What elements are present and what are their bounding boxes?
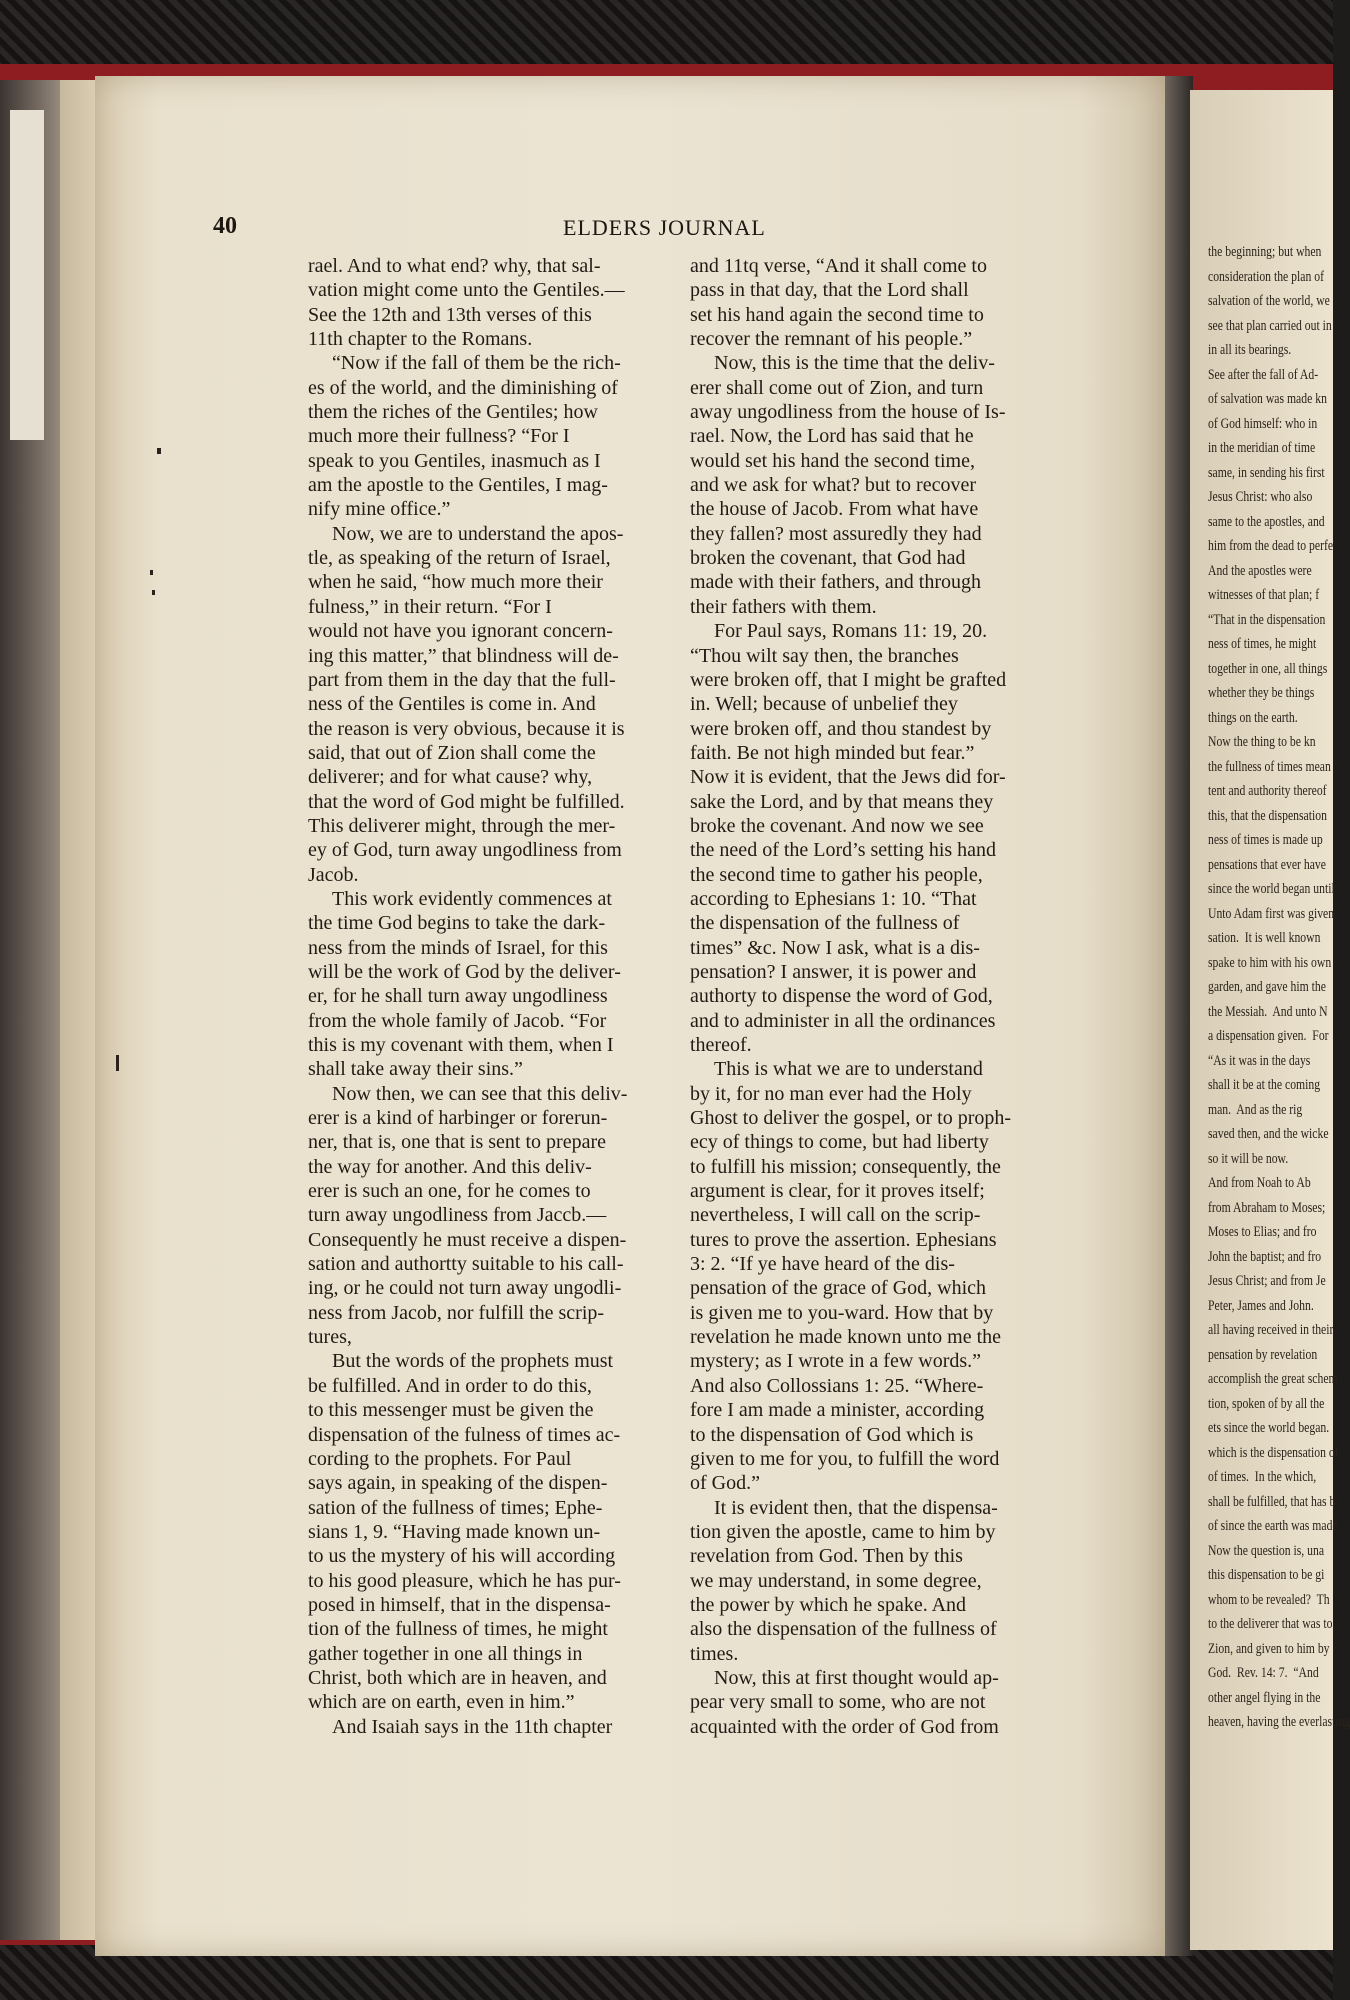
text-line: Now, this at first thought would ap-: [714, 1666, 999, 1689]
text-line: were broken off, and thou standest by: [690, 717, 992, 740]
margin-mark: [116, 1055, 119, 1071]
text-line: which are on earth, even in him.”: [308, 1691, 575, 1714]
previous-page-strip: [60, 80, 100, 1940]
text-line: Now, this is the time that the deliv-: [714, 352, 995, 375]
text-line: by it, for no man ever had the Holy: [690, 1082, 972, 1105]
facing-text-line: heaven, having the everlasting: [1208, 1714, 1350, 1730]
facing-text-line: shall be fulfilled, that has b: [1208, 1493, 1336, 1510]
facing-text-line: Unto Adam first was given: [1208, 905, 1335, 922]
text-line: erer shall come out of Zion, and turn: [690, 376, 984, 399]
text-line: Now, we are to understand the apos-: [332, 522, 624, 545]
text-line: them the riches of the Gentiles; how: [308, 401, 598, 424]
text-line: shall take away their sins.”: [308, 1058, 523, 1081]
facing-text-line: whom to be revealed? Th: [1208, 1591, 1330, 1608]
text-line: we may understand, in some degree,: [690, 1569, 982, 1592]
text-line: to us the mystery of his will according: [308, 1545, 616, 1568]
text-line: This work evidently commences at: [332, 887, 612, 910]
text-line: tle, as speaking of the return of Israel,: [308, 547, 611, 570]
margin-mark: [157, 448, 161, 454]
text-line: erer is such an one, for he comes to: [308, 1180, 591, 1203]
text-line: Ghost to deliver the gospel, or to proph-: [690, 1107, 1012, 1130]
facing-text-line: of times. In the which,: [1208, 1469, 1317, 1485]
facing-text-line: the fullness of times mean: [1208, 758, 1331, 775]
facing-text-line: “That in the dispensation: [1208, 611, 1326, 628]
facing-text-line: all having received in their: [1208, 1322, 1334, 1338]
text-line: Now it is evident, that the Jews did for-: [690, 766, 1006, 789]
facing-text-line: same, in sending his first: [1208, 464, 1325, 481]
text-line: ing, or he could not turn away ungodli-: [308, 1277, 622, 1300]
facing-text-line: man. And as the rig: [1208, 1101, 1303, 1118]
facing-text-line: saved then, and the wicke: [1208, 1126, 1329, 1142]
text-line: ey of God, turn away ungodliness from: [308, 839, 622, 862]
text-line: to the dispensation of God which is: [690, 1423, 974, 1446]
text-line: sians 1, 9. “Having made known un-: [308, 1520, 601, 1543]
facing-text-line: things on the earth.: [1208, 709, 1298, 726]
text-line: This is what we are to understand: [714, 1058, 983, 1081]
text-line: much more their fullness? “For I: [308, 425, 570, 448]
text-line: would not have you ignorant concern-: [308, 620, 613, 643]
facing-text-line: tent and authority thereof: [1208, 783, 1327, 799]
text-line: be fulfilled. And in order to do this,: [308, 1374, 592, 1397]
text-line: this is my covenant with them, when I: [308, 1034, 614, 1056]
text-line: sation of the fullness of times; Ephe-: [308, 1496, 603, 1519]
text-line: to this messenger must be given the: [308, 1399, 594, 1422]
facing-text-line: other angel flying in the: [1208, 1689, 1321, 1706]
facing-text-line: him from the dead to perfe: [1208, 538, 1334, 554]
facing-text-line: Now the question is, una: [1208, 1542, 1325, 1559]
text-line: and 11tq verse, “And it shall come to: [690, 255, 987, 277]
facing-page-text: [1208, 240, 1350, 1735]
facing-text-line: pensation by revelation: [1208, 1346, 1318, 1363]
facing-text-line: whether they be things: [1208, 685, 1315, 701]
text-line: dispensation of the fulness of times ac-: [308, 1423, 621, 1446]
facing-text-line: witnesses of that plan; f: [1208, 587, 1320, 603]
facing-text-line: of salvation was made kn: [1208, 391, 1327, 407]
text-line: away ungodliness from the house of Is-: [690, 401, 1006, 424]
text-line: the time God begins to take the dark-: [308, 912, 606, 935]
text-line: according to Ephesians 1: 10. “That: [690, 887, 977, 910]
facing-text-line: Jesus Christ: who also: [1208, 489, 1313, 505]
facing-text-line: Moses to Elias; and fro: [1208, 1224, 1317, 1240]
page-number: 40: [213, 213, 237, 239]
text-line: part from them in the day that the full-: [308, 668, 616, 691]
facing-text-line: tion, spoken of by all the: [1208, 1395, 1325, 1412]
facing-text-line: garden, and gave him the: [1208, 979, 1326, 995]
text-line: tion of the fullness of times, he might: [308, 1618, 608, 1641]
text-line: ness from the minds of Israel, for this: [308, 936, 608, 959]
facing-text-line: the beginning; but when: [1208, 244, 1322, 260]
facing-text-line: See after the fall of Ad-: [1208, 366, 1319, 383]
facing-text-line: And the apostles were: [1208, 562, 1312, 579]
text-line: sake the Lord, and by that means they: [690, 790, 994, 813]
facing-text-line: this dispensation to be gi: [1208, 1567, 1325, 1583]
text-line: the way for another. And this deliv-: [308, 1155, 592, 1178]
facing-text-line: ets since the world began.: [1208, 1420, 1330, 1436]
text-line: fulness,” in their return. “For I: [308, 595, 552, 618]
facing-text-line: from Abraham to Moses;: [1208, 1199, 1326, 1216]
text-line: gather together in one all things in: [308, 1642, 583, 1665]
text-line: the power by which he spake. And: [690, 1593, 967, 1616]
facing-text-line: accomplish the great schem: [1208, 1371, 1338, 1387]
text-line: deliverer; and for what cause? why,: [308, 766, 593, 789]
text-line: given to me for you, to fulfill the word: [690, 1447, 1000, 1470]
margin-mark: [152, 590, 155, 595]
text-line: es of the world, and the diminishing of: [308, 376, 618, 399]
text-line: from the whole family of Jacob. “For: [308, 1009, 607, 1032]
text-line: rael. And to what end? why, that sal-: [308, 255, 601, 277]
facing-text-line: sation. It is well known: [1208, 930, 1321, 946]
text-line: revelation from God. Then by this: [690, 1545, 963, 1568]
facing-text-line: ness of times is made up: [1208, 832, 1323, 848]
text-line: ing this matter,” that blindness will de-: [308, 644, 619, 667]
text-line: the second time to gather his people,: [690, 863, 983, 886]
facing-text-line: pensations that ever have: [1208, 856, 1326, 873]
text-line: tures,: [308, 1326, 352, 1349]
text-line: thereof.: [690, 1034, 752, 1056]
facing-page: [1190, 90, 1350, 1950]
text-line: set his hand again the second time to: [690, 303, 984, 326]
page-gutter-shadow: [1165, 76, 1193, 1956]
text-line: says again, in speaking of the dispen-: [308, 1472, 608, 1495]
facing-text-line: in the meridian of time: [1208, 440, 1316, 456]
text-line: would set his hand the second time,: [690, 449, 975, 472]
text-line: the house of Jacob. From what have: [690, 498, 979, 521]
facing-text-line: ness of times, he might: [1208, 636, 1317, 652]
text-line: pass in that day, that the Lord shall: [690, 279, 969, 302]
text-line: when he said, “how much more their: [308, 571, 603, 594]
text-line: said, that out of Zion shall come the: [308, 741, 596, 764]
facing-text-line: Peter, James and John.: [1208, 1297, 1314, 1314]
facing-text-line: see that plan carried out in: [1208, 317, 1332, 334]
text-line: fore I am made a minister, according: [690, 1399, 985, 1422]
text-line: ecy of things to come, but had liberty: [690, 1131, 989, 1154]
text-line: were broken off, that I might be grafted: [690, 668, 1007, 691]
text-line: But the words of the prophets must: [332, 1350, 614, 1373]
text-line: am the apostle to the Gentiles, I mag-: [308, 474, 608, 497]
left-text-column: [308, 254, 690, 1739]
text-line: times.: [690, 1642, 739, 1665]
text-line: the need of the Lord’s setting his hand: [690, 839, 997, 862]
running-head: ELDERS JOURNAL: [563, 215, 766, 240]
text-line: mystery; as I wrote in a few words.”: [690, 1350, 982, 1373]
text-line: vation might come unto the Gentiles.—: [308, 279, 625, 302]
text-line: to fulfill his mission; consequently, the: [690, 1155, 1001, 1178]
facing-text-line: “As it was in the days: [1208, 1052, 1311, 1069]
facing-text-line: Zion, and given to him by: [1208, 1640, 1330, 1657]
text-line: And Isaiah says in the 11th chapter: [332, 1715, 613, 1738]
text-line: revelation he made known unto me the: [690, 1326, 1002, 1349]
spine-label: [10, 110, 44, 440]
text-line: ness of the Gentiles is come in. And: [308, 693, 596, 716]
text-line: times” &c. Now I ask, what is a dis-: [690, 936, 980, 959]
text-line: their fathers with them.: [690, 595, 877, 618]
facing-text-line: to the deliverer that was to: [1208, 1616, 1333, 1632]
text-line: erer is a kind of harbinger or forerun-: [308, 1107, 608, 1130]
text-line: “Now if the fall of them be the rich-: [332, 352, 621, 375]
text-line: turn away ungodliness from Jaccb.—: [308, 1204, 607, 1227]
facing-text-line: of God himself: who in: [1208, 415, 1318, 432]
text-line: 11th chapter to the Romans.: [308, 328, 533, 351]
text-line: broke the covenant. And now we see: [690, 814, 984, 837]
text-line: authorty to dispense the word of God,: [690, 985, 993, 1008]
margin-mark: [150, 570, 153, 575]
facing-text-line: the Messiah. And unto N: [1208, 1003, 1328, 1020]
facing-text-line: together in one, all things: [1208, 660, 1328, 677]
text-line: broken the covenant, that God had: [690, 547, 966, 570]
text-line: they fallen? most assuredly they had: [690, 522, 982, 545]
text-line: tures to prove the assertion. Ephesians: [690, 1228, 997, 1251]
text-line: the reason is very obvious, because it is: [308, 717, 625, 740]
text-line: nevertheless, I will call on the scrip-: [690, 1204, 981, 1227]
text-line: that the word of God might be fulfilled.: [308, 790, 625, 813]
text-line: of God.”: [690, 1472, 760, 1495]
facing-text-line: And from Noah to Ab: [1208, 1175, 1311, 1191]
text-line: made with their fathers, and through: [690, 571, 982, 594]
text-line: er, for he shall turn away ungodliness: [308, 985, 608, 1008]
text-line: nify mine office.”: [308, 498, 451, 521]
facing-text-line: a dispensation given. For: [1208, 1028, 1329, 1044]
text-line: and we ask for what? but to recover: [690, 474, 976, 497]
text-line: and to administer in all the ordinances: [690, 1009, 996, 1032]
text-line: For Paul says, Romans 11: 19, 20.: [714, 620, 988, 643]
text-line: posed in himself, that in the dispensa-: [308, 1593, 611, 1616]
text-line: Jacob.: [308, 863, 359, 886]
facing-text-line: Now the thing to be kn: [1208, 734, 1316, 750]
text-line: pear very small to some, who are not: [690, 1691, 986, 1714]
text-line: is given me to you-ward. How that by: [690, 1301, 994, 1324]
text-line: recover the remnant of his people.”: [690, 328, 973, 351]
text-line: pensation? I answer, it is power and: [690, 960, 977, 983]
right-text-column: [690, 254, 1072, 1739]
facing-text-line: Jesus Christ; and from Je: [1208, 1273, 1326, 1289]
text-line: Consequently he must receive a dispen-: [308, 1228, 627, 1251]
facing-text-line: so it will be now.: [1208, 1150, 1289, 1167]
text-line: 3: 2. “If ye have heard of the dis-: [690, 1253, 955, 1276]
text-line: argument is clear, for it proves itself;: [690, 1180, 985, 1203]
text-line: “Thou wilt say then, the branches: [690, 644, 959, 667]
text-line: rael. Now, the Lord has said that he: [690, 425, 974, 448]
facing-text-line: John the baptist; and fro: [1208, 1248, 1322, 1265]
text-line: cording to the prophets. For Paul: [308, 1447, 572, 1470]
text-line: tion given the apostle, came to him by: [690, 1520, 996, 1543]
facing-text-line: shall it be at the coming: [1208, 1077, 1321, 1093]
facing-text-line: since the world began until: [1208, 881, 1335, 897]
facing-text-line: salvation of the world, we: [1208, 293, 1330, 309]
facing-text-line: God. Rev. 14: 7. “And: [1208, 1665, 1319, 1681]
text-line: And also Collossians 1: 25. “Where-: [690, 1374, 984, 1397]
facing-text-line: of since the earth was made: [1208, 1518, 1338, 1534]
text-line: See the 12th and 13th verses of this: [308, 303, 592, 326]
text-line: Christ, both which are in heaven, and: [308, 1666, 607, 1689]
text-line: acquainted with the order of God from: [690, 1715, 999, 1738]
text-line: This deliverer might, through the mer-: [308, 814, 616, 837]
text-line: faith. Be not high minded but fear.”: [690, 741, 975, 764]
facing-text-line: which is the dispensation of: [1208, 1444, 1339, 1461]
text-line: ner, that is, one that is sent to prepare: [308, 1131, 606, 1154]
text-line: pensation of the grace of God, which: [690, 1277, 987, 1300]
cloth-background-top: [0, 0, 1333, 70]
text-line: Now then, we can see that this deliv-: [332, 1082, 628, 1105]
text-line: the dispensation of the fullness of: [690, 912, 960, 935]
text-line: It is evident then, that the dispensa-: [714, 1496, 998, 1519]
text-line: ness from Jacob, nor fulfill the scrip-: [308, 1301, 605, 1324]
facing-text-line: same to the apostles, and: [1208, 513, 1325, 530]
text-line: to his good pleasure, which he has pur-: [308, 1569, 621, 1592]
text-line: speak to you Gentiles, inasmuch as I: [308, 449, 601, 472]
text-line: in. Well; because of unbelief they: [690, 693, 958, 716]
text-line: will be the work of God by the deliver-: [308, 960, 621, 983]
text-line: also the dispensation of the fullness of: [690, 1618, 997, 1641]
facing-text-line: consideration the plan of: [1208, 268, 1325, 285]
facing-text-line: spake to him with his own: [1208, 954, 1332, 971]
facing-text-line: this, that the dispensation: [1208, 807, 1327, 824]
facing-text-line: in all its bearings.: [1208, 342, 1292, 358]
text-line: sation and authortty suitable to his call-: [308, 1253, 624, 1276]
